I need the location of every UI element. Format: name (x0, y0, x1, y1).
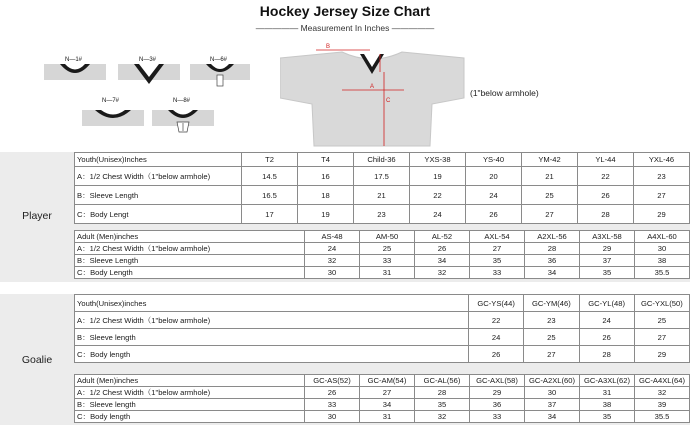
table-row (75, 267, 690, 279)
table-cell: 24 (410, 205, 466, 224)
table-cell: 32 (305, 255, 360, 267)
diagram-label-c: C (386, 98, 391, 104)
row-label: A：1/2 Chest Width（1"below armhole) (75, 312, 469, 329)
table-cell: 21 (354, 186, 410, 205)
size-header: GC-A2XL(60) (525, 375, 580, 387)
table-cell: 27 (360, 387, 415, 399)
table-cell: 27 (634, 186, 690, 205)
table-cell: 22 (469, 312, 524, 329)
size-header: YS-40 (466, 153, 522, 167)
size-header: A4XL-60 (635, 231, 690, 243)
table-cell: 32 (415, 411, 470, 423)
table-cell: 14.5 (242, 167, 298, 186)
table-cell: 24 (469, 329, 524, 346)
table-cell: 22 (578, 167, 634, 186)
table-row (75, 205, 690, 224)
row-label: B：Sleeve length (75, 329, 469, 346)
armhole-note: (1"below armhole) (470, 88, 539, 98)
size-header: GC-YXL(50) (634, 295, 689, 312)
row-label: A：1/2 Chest Width（1"below armhole) (75, 243, 305, 255)
neckline-n7-label: N—7# (102, 98, 120, 104)
table-cell: 17.5 (354, 167, 410, 186)
size-header: YM-42 (522, 153, 578, 167)
table-cell: 19 (410, 167, 466, 186)
table-cell: 33 (470, 411, 525, 423)
table-cell: 27 (522, 205, 578, 224)
table-cell: 29 (470, 387, 525, 399)
table-cell: 35.5 (635, 411, 690, 423)
table-header-row (75, 295, 690, 312)
table-cell: 19 (298, 205, 354, 224)
table-cell: 34 (525, 411, 580, 423)
size-header: GC-AS(52) (305, 375, 360, 387)
size-header: GC-YM(46) (524, 295, 579, 312)
table-cell: 26 (305, 387, 360, 399)
diagram-label-a: A (370, 84, 375, 90)
table-cell: 25 (360, 243, 415, 255)
table-cell: 26 (578, 186, 634, 205)
table-cell: 28 (578, 205, 634, 224)
goalie-label: Goalie (21, 354, 53, 366)
row-label: B：Sleeve length (75, 399, 305, 411)
table-cell: 24 (466, 186, 522, 205)
table-cell: 23 (634, 167, 690, 186)
table-row (75, 346, 690, 363)
size-header: YL-44 (578, 153, 634, 167)
neckline-n8-label: N—8# (173, 98, 191, 104)
table-cell: 30 (305, 411, 360, 423)
row-label: A：1/2 Chest Width（1"below armhole) (75, 387, 305, 399)
table-cell: 27 (470, 243, 525, 255)
table-cell: 36 (525, 255, 580, 267)
table-row (75, 186, 690, 205)
table-cell: 38 (580, 399, 635, 411)
table-cell: 29 (580, 243, 635, 255)
size-header: T4 (298, 153, 354, 167)
diagram-label-b: B (326, 44, 331, 50)
table-cell: 18 (298, 186, 354, 205)
row-label: B：Sleeve Length (75, 186, 242, 205)
table-cell: 30 (635, 243, 690, 255)
table-cell: 26 (415, 243, 470, 255)
table-cell: 34 (525, 267, 580, 279)
size-header: AXL-54 (470, 231, 525, 243)
table-cell: 31 (360, 267, 415, 279)
table-header-label: Adult (Men)inches (75, 375, 305, 387)
table-cell: 30 (305, 267, 360, 279)
neckline-n1-label: N—1# (65, 57, 83, 63)
table-row (75, 243, 690, 255)
table-cell: 33 (360, 255, 415, 267)
row-label: A：1/2 Chest Width（1"below armhole) (75, 167, 242, 186)
table-cell: 29 (634, 205, 690, 224)
table-header-label: Youth(Unisex)Inches (75, 153, 242, 167)
table-cell: 21 (522, 167, 578, 186)
table-cell: 35 (470, 255, 525, 267)
size-header: AS-48 (305, 231, 360, 243)
table-cell: 33 (305, 399, 360, 411)
table-cell: 23 (354, 205, 410, 224)
table-cell: 26 (466, 205, 522, 224)
table-cell: 37 (580, 255, 635, 267)
size-header: YXL-46 (634, 153, 690, 167)
row-label: C：Body Lengt (75, 205, 242, 224)
table-cell: 24 (579, 312, 634, 329)
table-cell: 28 (525, 243, 580, 255)
table-cell: 23 (524, 312, 579, 329)
table-cell: 28 (579, 346, 634, 363)
table-cell: 28 (415, 387, 470, 399)
page-title: Hockey Jersey Size Chart (259, 3, 431, 19)
table-cell: 34 (415, 255, 470, 267)
neckline-n6-label: N—6# (210, 57, 228, 63)
table-cell: 24 (305, 243, 360, 255)
table-cell: 26 (469, 346, 524, 363)
table-cell: 39 (635, 399, 690, 411)
table-row (75, 312, 690, 329)
table-header-label: Adult (Men)inches (75, 231, 305, 243)
table-cell: 33 (470, 267, 525, 279)
row-label: C：Body length (75, 411, 305, 423)
table-cell: 29 (634, 346, 689, 363)
table-cell: 25 (634, 312, 689, 329)
player-adult-table (74, 230, 690, 279)
table-cell: 20 (466, 167, 522, 186)
table-cell: 32 (415, 267, 470, 279)
player-label: Player (22, 210, 52, 222)
measurement-note: ————— Measurement In Inches ————— (255, 23, 435, 33)
table-header-row (75, 375, 690, 387)
table-cell: 35 (580, 267, 635, 279)
table-cell: 35.5 (635, 267, 690, 279)
table-row (75, 411, 690, 423)
neckline-n8-image (152, 104, 214, 134)
size-header: GC-YS(44) (469, 295, 524, 312)
size-header: GC-AM(54) (360, 375, 415, 387)
table-row (75, 399, 690, 411)
table-header-row (75, 231, 690, 243)
table-cell: 16.5 (242, 186, 298, 205)
table-row (75, 255, 690, 267)
table-header-label: Youth(Unisex)inches (75, 295, 469, 312)
table-row (75, 387, 690, 399)
table-cell: 22 (410, 186, 466, 205)
table-cell: 36 (470, 399, 525, 411)
row-label: C：Body length (75, 346, 469, 363)
table-cell: 32 (635, 387, 690, 399)
size-header: GC-A4XL(64) (635, 375, 690, 387)
neckline-n7-image (82, 104, 144, 128)
table-cell: 25 (522, 186, 578, 205)
table-row (75, 167, 690, 186)
table-cell: 34 (360, 399, 415, 411)
table-cell: 27 (524, 346, 579, 363)
goalie-youth-table (74, 294, 690, 363)
table-cell: 38 (635, 255, 690, 267)
row-label: B：Sleeve Length (75, 255, 305, 267)
jersey-diagram (280, 40, 465, 148)
size-header: Child-36 (354, 153, 410, 167)
table-header-row (75, 153, 690, 167)
size-header: GC-AL(56) (415, 375, 470, 387)
size-header: GC-AXL(58) (470, 375, 525, 387)
table-cell: 37 (525, 399, 580, 411)
table-cell: 26 (579, 329, 634, 346)
table-cell: 35 (415, 399, 470, 411)
table-cell: 27 (634, 329, 689, 346)
size-header: A3XL-58 (580, 231, 635, 243)
table-cell: 31 (580, 387, 635, 399)
size-header: AM-50 (360, 231, 415, 243)
size-header: AL-52 (415, 231, 470, 243)
table-cell: 25 (524, 329, 579, 346)
table-row (75, 329, 690, 346)
table-cell: 35 (580, 411, 635, 423)
size-header: A2XL-56 (525, 231, 580, 243)
table-cell: 31 (360, 411, 415, 423)
size-header: YXS-38 (410, 153, 466, 167)
table-cell: 30 (525, 387, 580, 399)
player-youth-table (74, 152, 690, 224)
size-header: T2 (242, 153, 298, 167)
row-label: C：Body Length (75, 267, 305, 279)
table-cell: 17 (242, 205, 298, 224)
neckline-n3-label: N—3# (139, 57, 157, 63)
goalie-adult-table (74, 374, 690, 423)
table-cell: 16 (298, 167, 354, 186)
size-header: GC-YL(48) (579, 295, 634, 312)
size-header: GC-A3XL(62) (580, 375, 635, 387)
